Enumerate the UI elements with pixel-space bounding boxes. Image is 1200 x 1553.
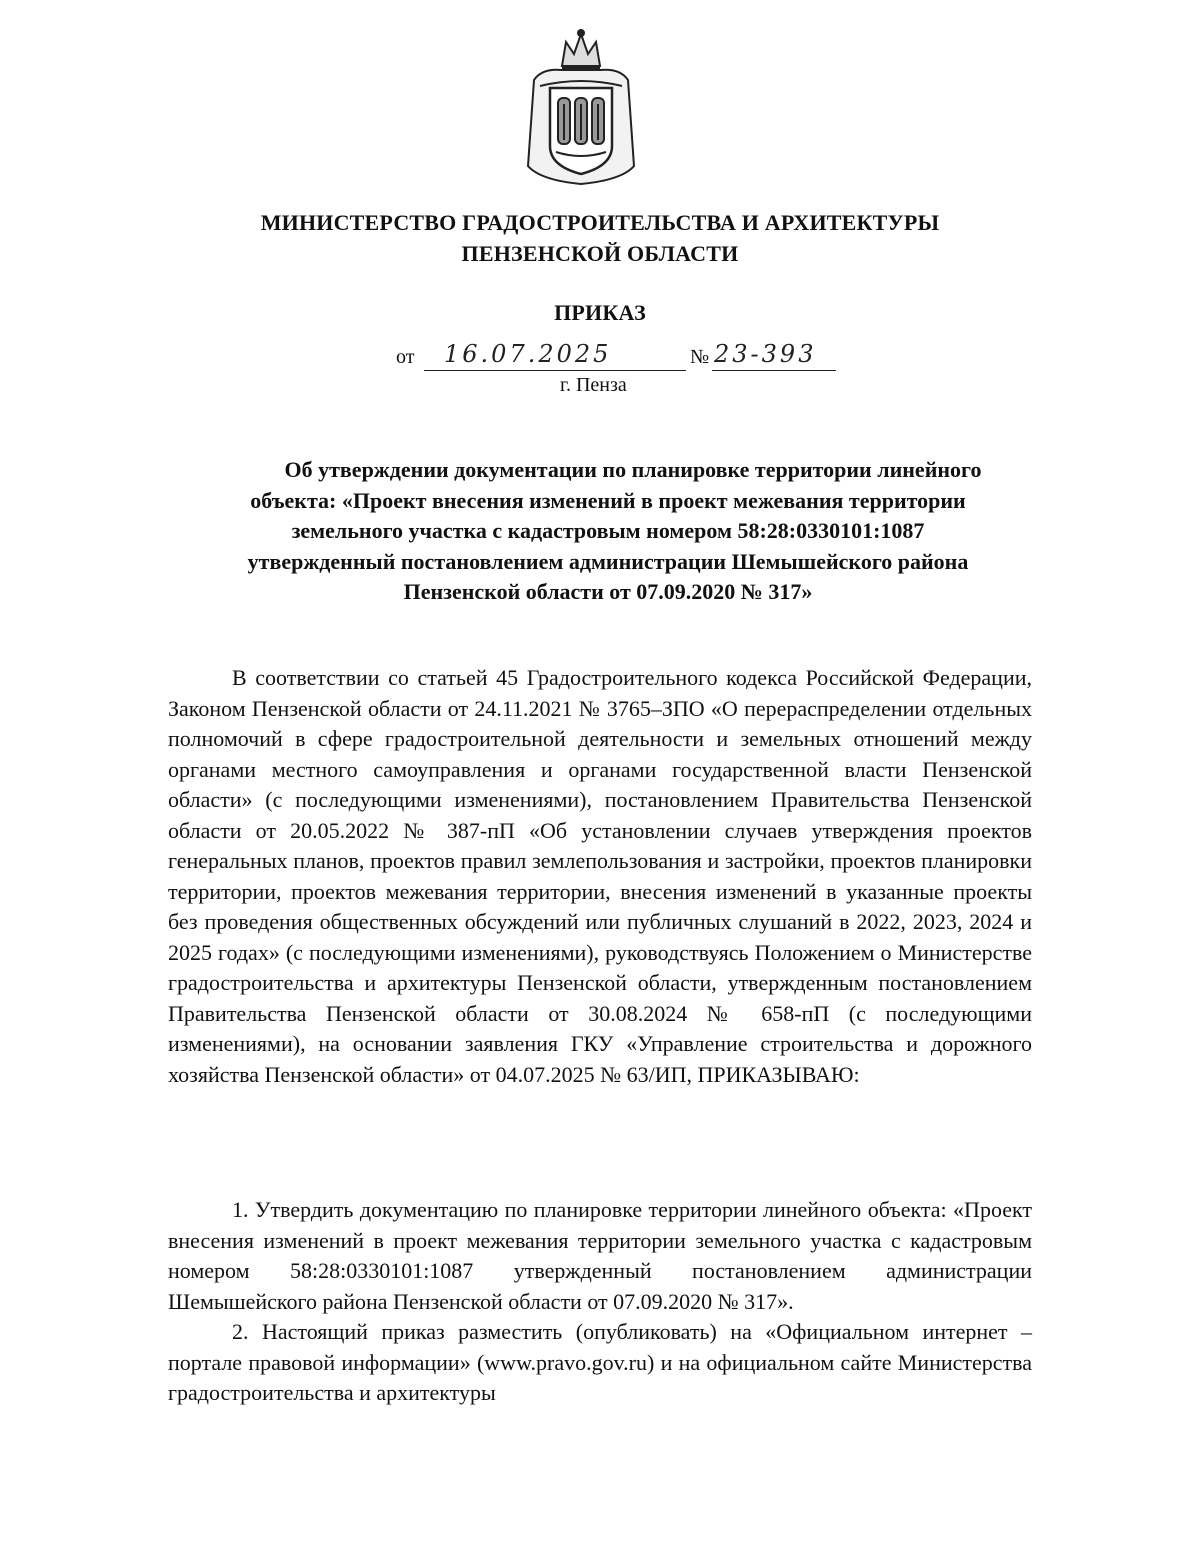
preamble-block [168,663,1032,1090]
title-line-5: Пензенской области от 07.09.2020 № 317» [403,579,813,604]
title-line-1: Об утверждении документации по планировке территории линейного [284,457,982,482]
ministry-line-2: ПЕНЗЕНСКОЙ ОБЛАСТИ [461,241,739,266]
order-item-2: 2. Настоящий приказ разместить (опубликовать) на «Официальном интернет – портале правовой информации» (www.pravo.gov.ru) и на официальном сайте Министерства градостроительства и архитектуры [168,1319,1032,1405]
ministry-header [100,207,1100,269]
title-line-2: объекта: «Проект внесения изменений в проект межевания территории [250,487,966,513]
order-title [178,455,1038,608]
date-prefix: от [396,346,415,368]
coat-of-arms-icon [522,28,640,186]
date-number-line [0,334,1200,374]
number-field [712,340,836,371]
items-block [168,1195,1032,1409]
city: г. Пенза [560,374,627,396]
title-line-4: утвержденный постановлением администрации Шемышейского района [247,548,969,574]
preamble-paragraph: В соответствии со статьей 45 Градостроительного кодекса Российской Федерации, Законом Пензенской области от 24.11.2021 № 3765–ЗПО «О перераспределении отдельных полномочий в сфере градостроительной деятельности и земельных отношений между органами местного самоуправления и органами государственной власти Пензенской области» (с последующими изменениями), постановлением Правительства Пензенской области от 20.05.2022 № 387-пП «Об установлении случаев утверждения проектов генеральных планов, проектов правил землепользования и застройки, проектов планировки территории, проектов межевания территории, внесения изменений в указанные проекты без проведения общественных обсуждений или публичных слушаний в 2022, 2023, 2024 и 2025 годах» (с последующими изменениями), руководствуясь Положением о Министерстве градостроительства и архитектуры Пензенской области, утвержденным постановлением Правительства Пензенской области от 30.08.2024 № 658-пП (с последующими изменениями), на основании заявления ГКУ «Управление строительства и дорожного хозяйства Пензенской области» от 04.07.2025 № 63/ИП, ПРИКАЗЫВАЮ: [168,665,1032,1087]
number-value: 23-393 [714,340,817,368]
doc-type: ПРИКАЗ [554,300,646,325]
date-value: 16.07.2025 [444,340,612,368]
order-item-1: 1. Утвердить документацию по планировке территории линейного объекта: «Проект внесения изменений в проект межевания территории земельного участка с кадастровым номером 58:28:0330101:1087 утвержденный постановлением администрации Шемышейского района Пензенской области от 07.09.2020 № 317». [168,1197,1032,1314]
number-prefix: № [690,346,710,368]
date-field [424,340,686,371]
ministry-line-1: МИНИСТЕРСТВО ГРАДОСТРОИТЕЛЬСТВА И АРХИТЕКТУРЫ [260,210,940,235]
title-line-3: земельного участка с кадастровым номером 58:28:0330101:1087 [291,518,925,543]
